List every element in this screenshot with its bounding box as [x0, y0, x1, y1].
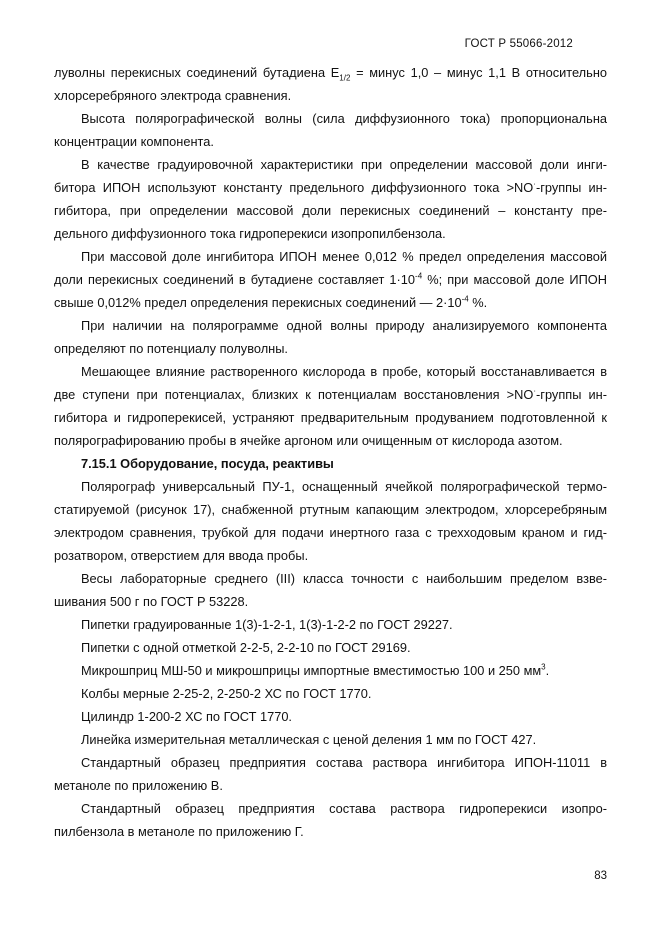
paragraph-polarograph: Полярограф универсальный ПУ-1, оснащенный ячейкой полярографической термостатируемой (рисунок 17), снабженной ртутным капающим электродом, хлорсеребряным электродом сравнения, трубкой для подачи инертного газа с трехходовым краном и гидрозатвором, отверстием для ввода пробы.: [54, 479, 607, 563]
page-content: [54, 61, 607, 843]
paragraph-microsyringes: Микрошприц МШ-50 и микрошприцы импортные вместимостью 100 и 250 $мм^3$.: [81, 662, 550, 678]
page-number: 83: [594, 870, 607, 882]
paragraph-single-wave: При наличии на полярограмме одной волны природу анализируемого компонента определяют по потенциалу полуволны.: [54, 318, 607, 356]
page-header: [465, 38, 573, 50]
section-heading: 7.15.1 Оборудование, посуда, реактивы: [81, 456, 334, 471]
paragraph-graduated-pipettes: Пипетки градуированные 1(3)-1-2-1, 1(3)-1-2-2 по ГОСТ 29227.: [81, 617, 453, 632]
paragraph-single-mark-pipettes: Пипетки с одной отметкой 2-2-5, 2-2-10 по ГОСТ 29169.: [81, 640, 411, 655]
paragraph-standard-sample-hydroperoxide: Стандартный образец предприятия состава раствора гидроперекиси изопропилбензола в метаноле по приложению Г.: [54, 801, 607, 839]
paragraph-volumetric-flasks: Колбы мерные 2-25-2, 2-250-2 ХС по ГОСТ 1770.: [81, 686, 372, 701]
paragraph-cylinder: Цилиндр 1-200-2 ХС по ГОСТ 1770.: [81, 709, 292, 724]
paragraph-detection-limit: При массовой доле ингибитора ИПОН менее 0,012 % предел определения массовой доли перекисных соединений в бутадиене составляет $1\cdot 10^{-4}$ %; при массовой доле ИПОН свыше 0,012% предел определения перекисных соединений — $2\cdot 10^{-4}$ %.: [54, 249, 607, 310]
paragraph-half-wave-potential: луволны перекисных соединений бутадиена $Е_{1/2}$ = минус 1,0 – минус 1,1 В относительно хлорсеребряного электрода сравнения.: [54, 65, 607, 103]
paragraph-ruler: Линейка измерительная металлическая с ценой деления 1 мм по ГОСТ 427.: [81, 732, 537, 747]
paragraph-wave-height: Высота полярографической волны (сила диффузионного тока) пропорциональна концентрации компонента.: [54, 111, 607, 149]
paragraph-oxygen-interference: Мешающее влияние растворенного кислорода в пробе, который восстанавливается в две ступени при потенциалах, близких к потенциалам восстановления >NO·-группы ингибитора и гидроперекисей, устраняют предварительным продуванием подготовленной к полярографированию пробы в ячейке аргоном или очищенным от кислорода азотом.: [54, 364, 607, 448]
standard-id: ГОСТ Р 55066-2012: [464, 38, 573, 50]
paragraph-balance: Весы лабораторные среднего (III) класса точности с наибольшим пределом взвешивания 500 г по ГОСТ Р 53228.: [54, 571, 607, 609]
paragraph-calibration: В качестве градуировочной характеристики при определении массовой доли ингибитора ИПОН используют константу предельного диффузионного тока >NO·-группы ингибитора, при определении массовой доли перекисных соединений – константу предельного диффузионного тока гидроперекиси изопропилбензола.: [54, 157, 607, 241]
paragraph-standard-sample-inhibitor: Стандартный образец предприятия состава раствора ингибитора ИПОН-11011 в метаноле по приложению В.: [54, 755, 607, 793]
